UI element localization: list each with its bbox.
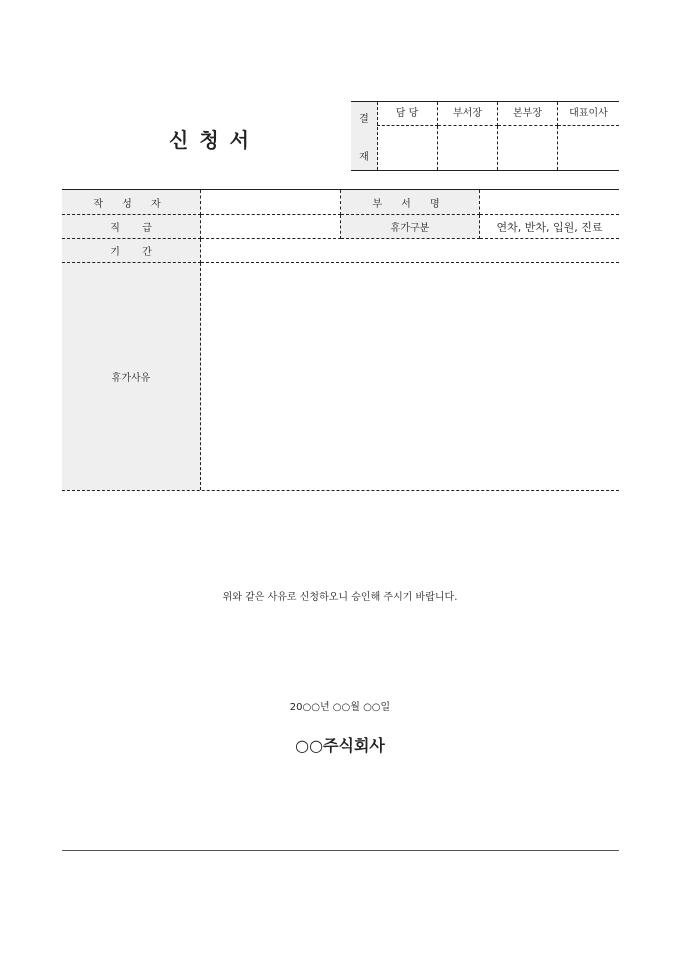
approval-header-manager: 담 당 [377,102,438,126]
approval-sign-division-head[interactable] [498,126,558,170]
author-label: 작 성 자 [62,190,201,215]
approval-sign-ceo[interactable] [558,126,619,170]
period-label: 기 간 [62,239,201,263]
approval-header-dept-head: 부서장 [438,102,498,126]
department-label: 부 서 명 [341,190,480,215]
approval-sign-manager[interactable] [377,126,438,170]
rank-label: 직 급 [62,215,201,239]
approval-side-label [351,102,378,170]
reason-field[interactable] [201,263,619,490]
application-date: 20○○년 ○○월 ○○일 [289,702,391,713]
leave-type-label: 휴가구분 [341,215,480,239]
approval-side-label-bottom: 재 [359,152,369,163]
reason-label: 휴가사유 [62,263,201,490]
rank-field[interactable] [201,215,341,239]
leave-type-field[interactable]: 연차, 반차, 입원, 진료 [480,215,619,239]
author-field[interactable] [201,190,341,215]
company-name: ○○주식회사 [295,736,385,755]
bottom-divider [62,850,619,851]
approval-sign-dept-head[interactable] [438,126,498,170]
approval-side-label-top: 결 [359,114,369,125]
approval-header-division-head: 본부장 [498,102,558,126]
request-statement: 위와 같은 사유로 신청하오니 승인해 주시기 바랍니다. [222,592,458,603]
approval-box [351,101,619,171]
document-title: 신 청 서 [169,128,251,152]
period-field[interactable] [201,239,619,263]
approval-header-ceo: 대표이사 [558,102,619,126]
application-form-table [62,189,619,491]
department-field[interactable] [480,190,619,215]
